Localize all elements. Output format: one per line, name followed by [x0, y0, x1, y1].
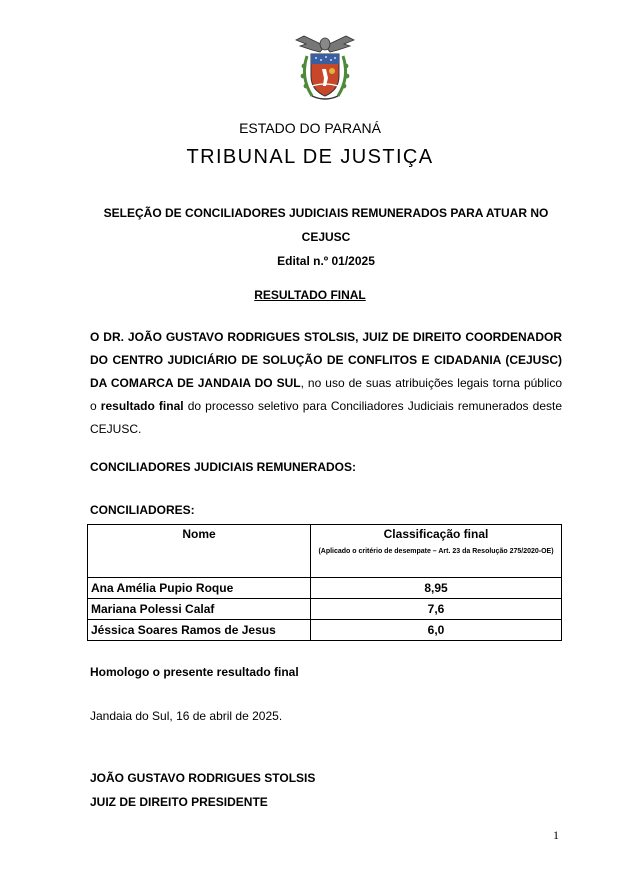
table-row: [88, 578, 562, 599]
candidate-name: Ana Amélia Pupio Roque: [88, 578, 311, 599]
header-score-label: Classificação final: [383, 527, 489, 541]
announcement-paragraph: [90, 326, 562, 441]
subsection-heading: CONCILIADORES:: [90, 503, 195, 517]
table-row: [88, 599, 562, 620]
results-table: [87, 524, 562, 641]
header-name: Nome: [88, 525, 311, 578]
judge-intro: O DR. JOÃO GUSTAVO RODRIGUES STOLSIS, JUIZ DE DIREITO COORDENADOR DO CENTRO JUDICIÁRIO DE SOLUÇÃO DE CONFLITOS E CIDADANIA (CEJUSC) DA COMARCA DE JANDAIA DO SUL: [90, 330, 562, 390]
table-header-row: [88, 525, 562, 578]
selection-title-line1: SELEÇÃO DE CONCILIADORES JUDICIAIS REMUNERADOS PARA ATUAR NO: [103, 206, 549, 220]
section-heading: CONCILIADORES JUDICIAIS REMUNERADOS:: [90, 460, 357, 474]
page-number: 1: [553, 828, 559, 842]
state-name: ESTADO DO PARANÁ: [239, 120, 381, 136]
date-line: Jandaia do Sul, 16 de abril de 2025.: [90, 709, 283, 723]
selection-title: [90, 201, 562, 273]
candidate-name: Mariana Polessi Calaf: [88, 599, 311, 620]
candidate-score: 8,95: [311, 578, 562, 599]
parana-coat-of-arms-icon: [292, 32, 358, 106]
result-title: RESULTADO FINAL: [254, 288, 366, 302]
header-score-note: (Aplicado o critério de desempate – Art. 23 da Resolução 275/2020-OE): [318, 548, 554, 555]
signature-name: JOÃO GUSTAVO RODRIGUES STOLSIS: [90, 771, 316, 785]
candidate-score: 7,6: [311, 599, 562, 620]
signature-title: JUIZ DE DIREITO PRESIDENTE: [90, 795, 268, 809]
table-row: [88, 620, 562, 641]
candidate-score: 6,0: [311, 620, 562, 641]
header-score: [311, 525, 562, 578]
homologation-statement: Homologo o presente resultado final: [90, 665, 299, 679]
result-emphasis: resultado final: [100, 399, 184, 413]
court-name: TRIBUNAL DE JUSTIÇA: [186, 146, 434, 168]
selection-title-line2: CEJUSC: [301, 230, 351, 244]
edital-number: Edital n.º 01/2025: [277, 254, 375, 268]
paragraph-text-1: , no uso de suas atribuições legais torna público o: [90, 376, 562, 413]
paragraph-text-2: do processo seletivo para Conciliadores Judiciais remunerados deste CEJUSC.: [90, 399, 563, 436]
candidate-name: Jéssica Soares Ramos de Jesus: [88, 620, 311, 641]
